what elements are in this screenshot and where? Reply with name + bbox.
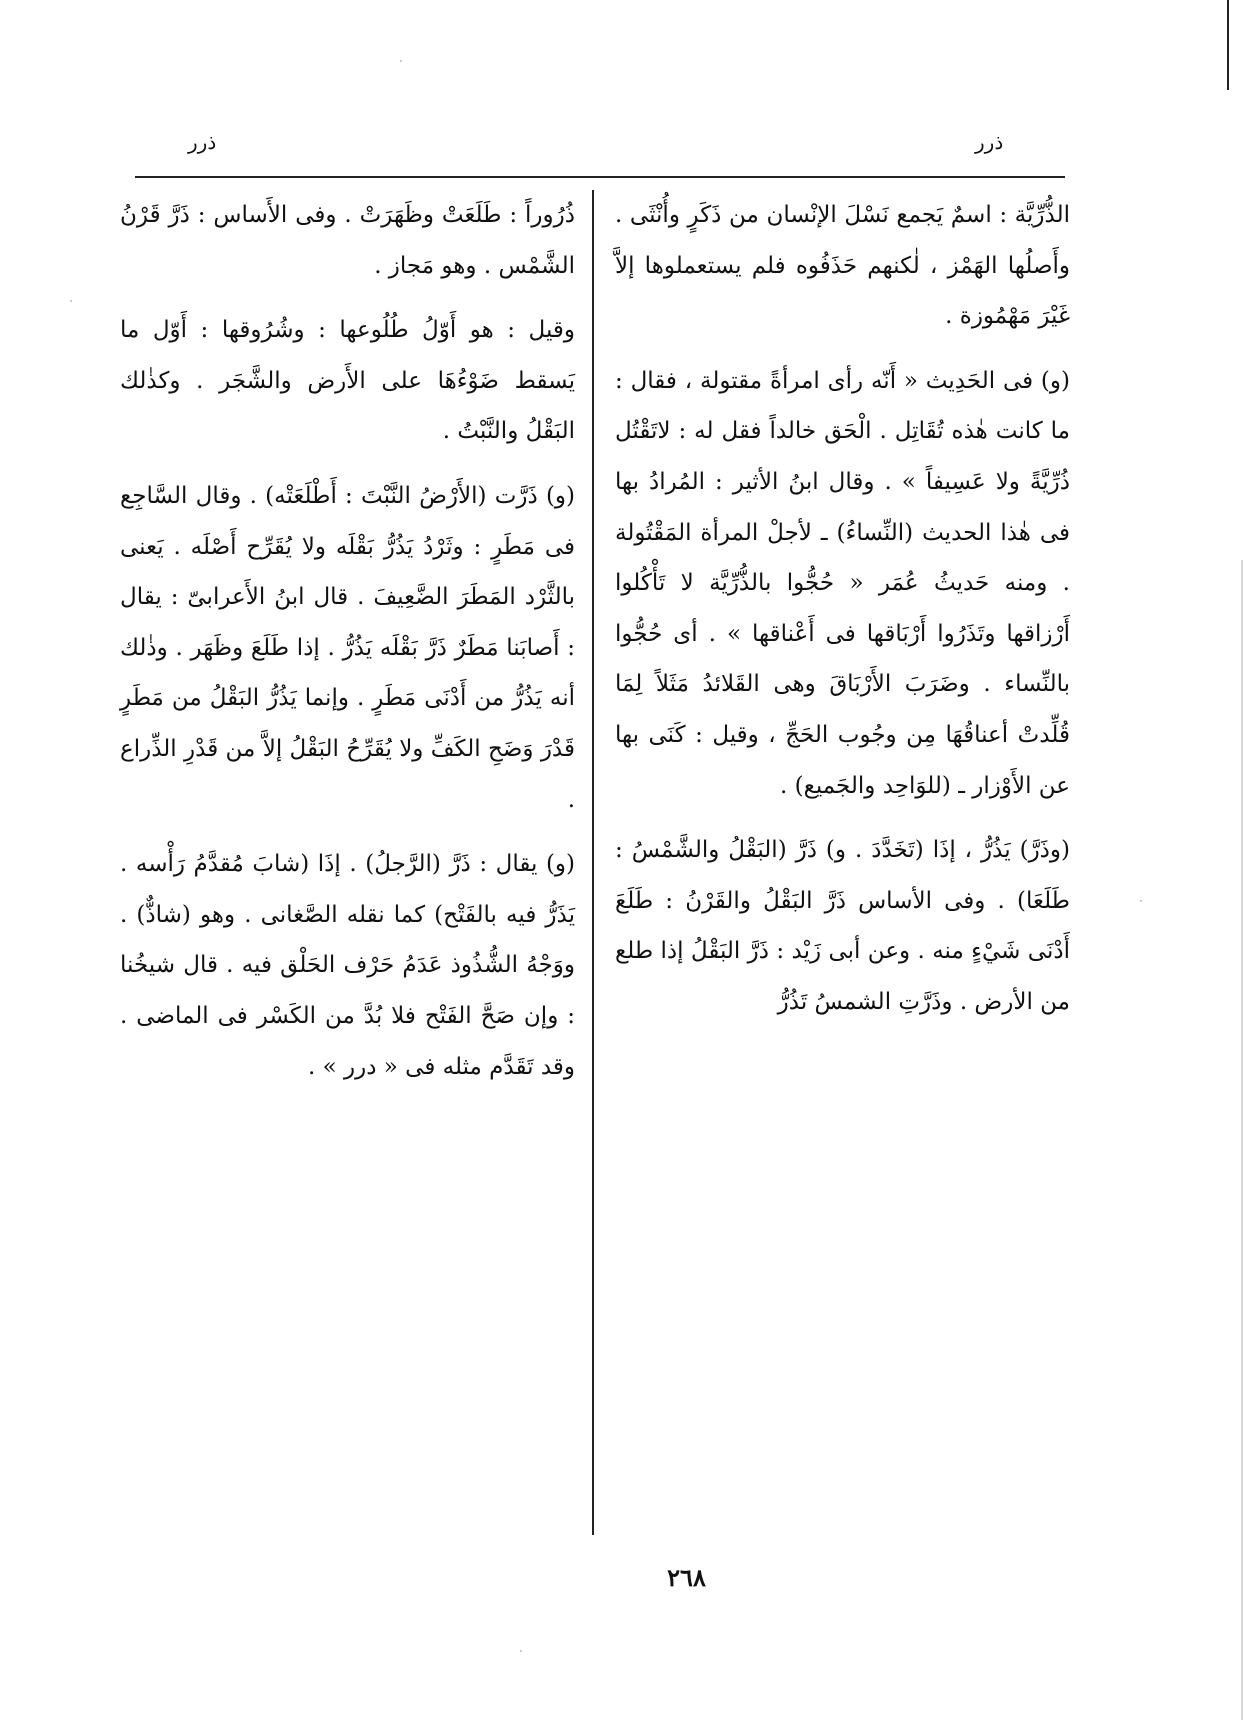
page-number: ٢٦٨ [667, 1563, 706, 1592]
left-paragraph-2: وقيل : هو أَوّلُ طُلُوعها : وشُرُوقها : أَوّل ما يَسقط ضَوْءُهَا على الأَرض والشَّجَر . وكذٰلك البَقْلُ والنَّبْتُ . [120, 317, 575, 445]
right-column [615, 190, 1070, 1042]
right-paragraph-3: (وذَرَّ) يَذُرُّ ، إذَا (تَخَدَّدَ . و) ذَرَّ (البَقْلُ والشَّمْسُ : طَلَعَا) . وفى الأساس ذَرَّ البَقْلُ والقَرْنُ : طَلَعَ أَدْنَى شَيْءٍ منه . وعن أبى زَيْد : ذَرَّ البَقْلُ إذا طلع من الأرض . وذَرَّتِ الشمسُ تَذُرُّ [615, 837, 1070, 1015]
running-head-right: ذرر [975, 130, 1004, 154]
right-paragraph-1: الذُّرِّيَّة : اسمٌ يَجمع نَسْلَ الإنْسان من ذَكَرٍ وأُنْثَى . وأَصلُها الهَمْز ، لٰكنهم حَذَفُوه فلم يستعملوها إلاَّ غَيْرَ مَهْمُوزة . [615, 202, 1070, 330]
header-rule [135, 176, 1065, 178]
scan-edge-line [1227, 0, 1229, 90]
left-paragraph-3: (و) ذَرَّت (الأَرْضُ النَّبْتَ : أَطْلَعَتْه) . وقال السَّاجِع فى مَطَرٍ : وثَرْدُ يَذُرُّ بَقْلَه ولا يُقَرِّح أَصْلَه . يَعنى بالثَّرْد المَطَرَ الضَّعِيفَ . قال ابنُ الأَعرابىّ : يقال : أَصابَنا مَطَرٌ ذَرَّ بَقْلَه يَذُرُّ . إذا طَلَعَ وظَهَر . وذٰلك أنه يَذُرُّ من أَدْنَى مَطَرٍ . وإنما يَذُرُّ البَقْلُ من مَطَرٍ قَدْرَ وَضَحِ الكَفِّ ولا يُقَرِّحُ البَقْلُ إلاَّ من قَدْرِ الذِّراع . [120, 482, 575, 813]
scan-speckle [520, 1650, 522, 1652]
running-head-left: ذرر [188, 130, 217, 154]
left-paragraph-4: (و) يقال : ذَرَّ (الرَّجلُ) . إذَا (شابَ مُقدَّمُ رَأْسه . يَذَرُّ فيه بالفَتْح) كما نقله الصَّغانى . وهو (شاذٌّ) . ووَجْهُ الشُّذُوذ عَدَمُ حَرْف الحَلْق فيه . قال شيخُنا : وإن صَحَّ الفَتْح فلا بُدَّ من الكَسْر فى الماضى . وقد تَقَدَّم مثله فى « درر » . [120, 851, 575, 1080]
scan-speckle [400, 60, 402, 62]
scan-speckle [70, 300, 72, 302]
column-divider [592, 190, 594, 1535]
scan-speckle [1140, 900, 1142, 902]
left-column [120, 190, 575, 1106]
right-paragraph-2: (و) فى الحَدِيث « أَنّه رأى امرأةً مقتولة ، فقال : ما كانت هٰذه تُقَاتِل . الْحَق خالداً فقل له : لاتَقْتُل ذُرِّيَّةً ولا عَسِيفاً » . وقال ابنُ الأثير : المُرادُ بها فى هٰذا الحديث (النِّساءُ) ـ لأجلْ المرأة المَقْتُولة . ومنه حَديثُ عُمَر « حُجُّوا بالذُّرِّيَّة لا تَأْكُلوا أَرْزاقها وتَذَرُوا أَرْبَاقها فى أَعْناقها » . أى حُجُّوا بالنِّساء . وضَرَبَ الأَرْبَاقَ وهى القَلائدُ مَثَلاً لِمَا قُلِّدتْ أعناقُهَا مِن وجُوب الحَجِّ ، وقيل : كَنَى بها عن الأَوْزار ـ (للوَاحِد والجَميع) . [615, 367, 1070, 799]
left-paragraph-1: ذُرُوراً : طَلَعَتْ وظَهَرَتْ . وفى الأَساس : ذَرَّ قَرْنُ الشَّمْس . وهو مَجاز . [120, 202, 575, 279]
